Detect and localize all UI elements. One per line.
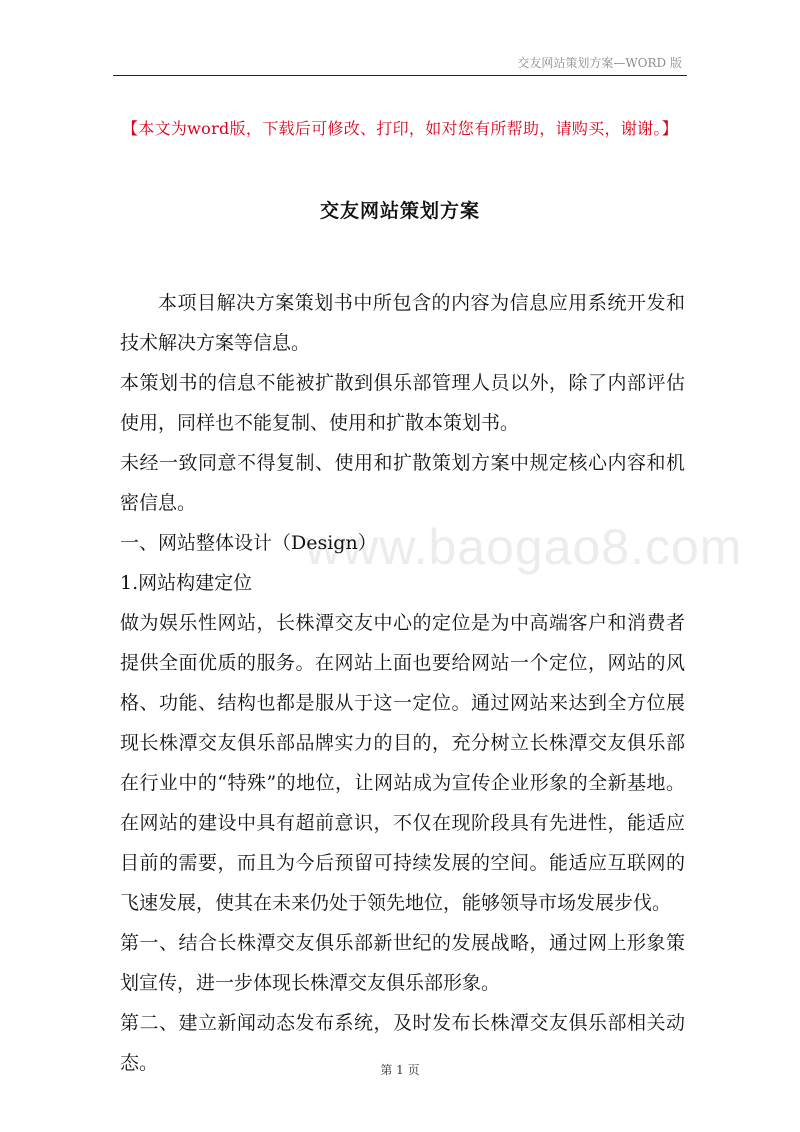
header-rule	[113, 75, 687, 76]
running-header: 交友网站策划方案—WORD 版	[517, 56, 682, 70]
document-title: 交友网站策划方案	[319, 200, 480, 222]
paragraph-confidentiality: 本策划书的信息不能被扩散到俱乐部管理人员以外，除了内部评估使用，同样也不能复制、使用和扩散本策划书。	[120, 372, 685, 434]
paragraph-second-point: 第二、建立新闻动态发布系统，及时发布长株潭交友俱乐部相关动态。	[120, 1012, 685, 1074]
document-body	[120, 283, 685, 1083]
subsection-heading-positioning: 1.网站构建定位	[120, 572, 253, 594]
paragraph-first-point: 第一、结合长株潭交友俱乐部新世纪的发展战略，通过网上形象策划宣传，进一步体现长株潭交友俱乐部形象。	[120, 932, 685, 994]
section-heading-design: 一、网站整体设计（Design）	[120, 532, 377, 554]
watermark: www.baogao8.com	[305, 519, 743, 575]
paragraph-intro: 本项目解决方案策划书中所包含的内容为信息应用系统开发和技术解决方案等信息。	[120, 292, 685, 354]
purchase-notice: 【本文为word版，下载后可修改、打印，如对您有所帮助，请购买，谢谢。】	[121, 119, 679, 138]
paragraph-copy-restriction: 未经一致同意不得复制、使用和扩散策划方案中规定核心内容和机密信息。	[120, 452, 685, 514]
page-number: 第 1 页	[380, 1063, 420, 1077]
paragraph-positioning: 做为娱乐性网站，长株潭交友中心的定位是为中高端客户和消费者提供全面优质的服务。在网站上面也要给网站一个定位，网站的风格、功能、结构也都是服从于这一定位。通过网站来达到全方位展现长株潭交友俱乐部品牌实力的目的，充分树立长株潭交友俱乐部在行业中的“特殊”的地位，让网站成为宣传企业形象的全新基地。在网站的建设中具有超前意识，不仅在现阶段具有先进性，能适应目前的需要，而且为今后预留可持续发展的空间。能适应互联网的飞速发展，使其在未来仍处于领先地位，能够领导市场发展步伐。	[120, 612, 685, 914]
